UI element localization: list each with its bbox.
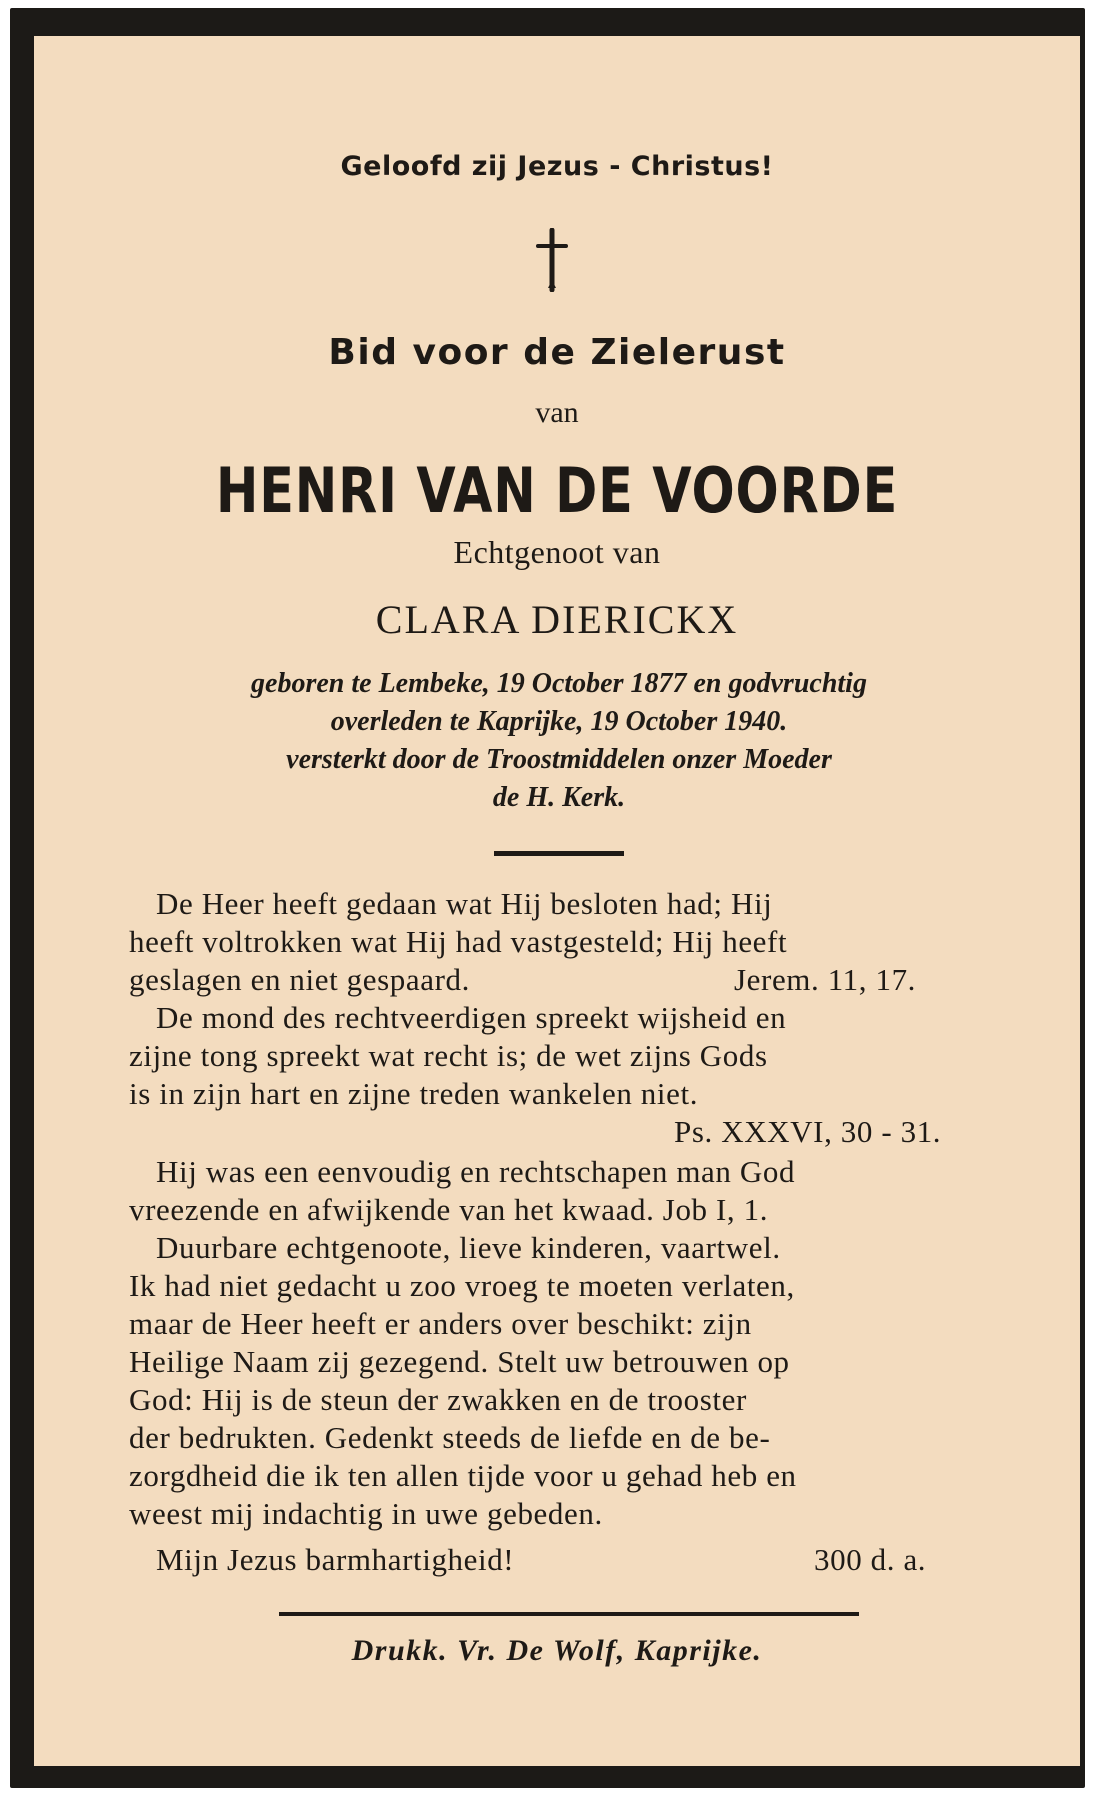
verse-line: vreezende en afwijkende van het kwaad. Job I, 1. (129, 1192, 769, 1227)
verse-citation: Ps. XXXVI, 30 - 31. (674, 1114, 942, 1149)
farewell-line: God: Hij is de steun der zwakken en de trooster (129, 1382, 747, 1417)
divider-short (494, 851, 624, 856)
spouse-name: CLARA DIERICKX (375, 597, 739, 642)
verse-citation: Jerem. 11, 17. (734, 962, 917, 997)
verse-line: Hij was een eenvoudig en rechtschapen man God (156, 1154, 796, 1189)
bio-line: overleden te Kaprijke, 19 October 1940. (330, 706, 788, 737)
prayer-heading: Bid voor de Zielerust (328, 332, 786, 373)
farewell-line: Ik had niet gedacht u zoo vroeg te moeten verlaten, (129, 1268, 795, 1303)
bio-line: de H. Kerk. (492, 782, 626, 813)
cross-icon (534, 228, 570, 292)
bio-line: versterkt door de Troostmiddelen onzer Moeder (286, 744, 832, 775)
farewell-line: Duurbare echtgenoote, lieve kinderen, vaartwel. (156, 1230, 781, 1265)
farewell-line: weest mij indachtig in uwe gebeden. (129, 1496, 603, 1531)
closing-prayer: Mijn Jezus barmhartigheid! (156, 1542, 515, 1577)
verse-line: heeft voltrokken wat Hij had vastgesteld; Hij heeft (129, 924, 788, 959)
farewell-line: der bedrukten. Gedenkt steeds de liefde en de be- (129, 1420, 771, 1455)
verse-line: De mond des rechtveerdigen spreekt wijsheid en (156, 1000, 787, 1035)
farewell-line: maar de Heer heeft er anders over beschikt: zijn (129, 1306, 752, 1341)
farewell-line: zorgdheid die ik ten allen tijde voor u gehad heb en (129, 1458, 797, 1493)
indulgence-text: 300 d. a. (814, 1542, 927, 1577)
verse-line: geslagen en niet gespaard. (129, 962, 470, 997)
verse-line: is in zijn hart en zijne treden wankelen niet. (129, 1076, 699, 1111)
deceased-name: HENRI VAN DE VOORDE (215, 454, 899, 527)
invocation-text: Geloofd zij Jezus - Christus! (340, 151, 774, 182)
bio-line: geboren te Lembeke, 19 October 1877 en godvruchtig (251, 668, 867, 699)
van-text: van (535, 396, 579, 429)
memorial-card (10, 8, 1085, 1788)
spouse-role-text: Echtgenoot van (453, 534, 661, 570)
divider-long (279, 1612, 859, 1616)
printer-credit: Drukk. Vr. De Wolf, Kaprijke. (351, 1634, 763, 1667)
farewell-line: Heilige Naam zij gezegend. Stelt uw betrouwen op (129, 1344, 790, 1379)
card-paper (34, 36, 1080, 1766)
verse-line: zijne tong spreekt wat recht is; de wet zijns Gods (129, 1038, 768, 1073)
verse-line: De Heer heeft gedaan wat Hij besloten had; Hij (156, 886, 773, 921)
